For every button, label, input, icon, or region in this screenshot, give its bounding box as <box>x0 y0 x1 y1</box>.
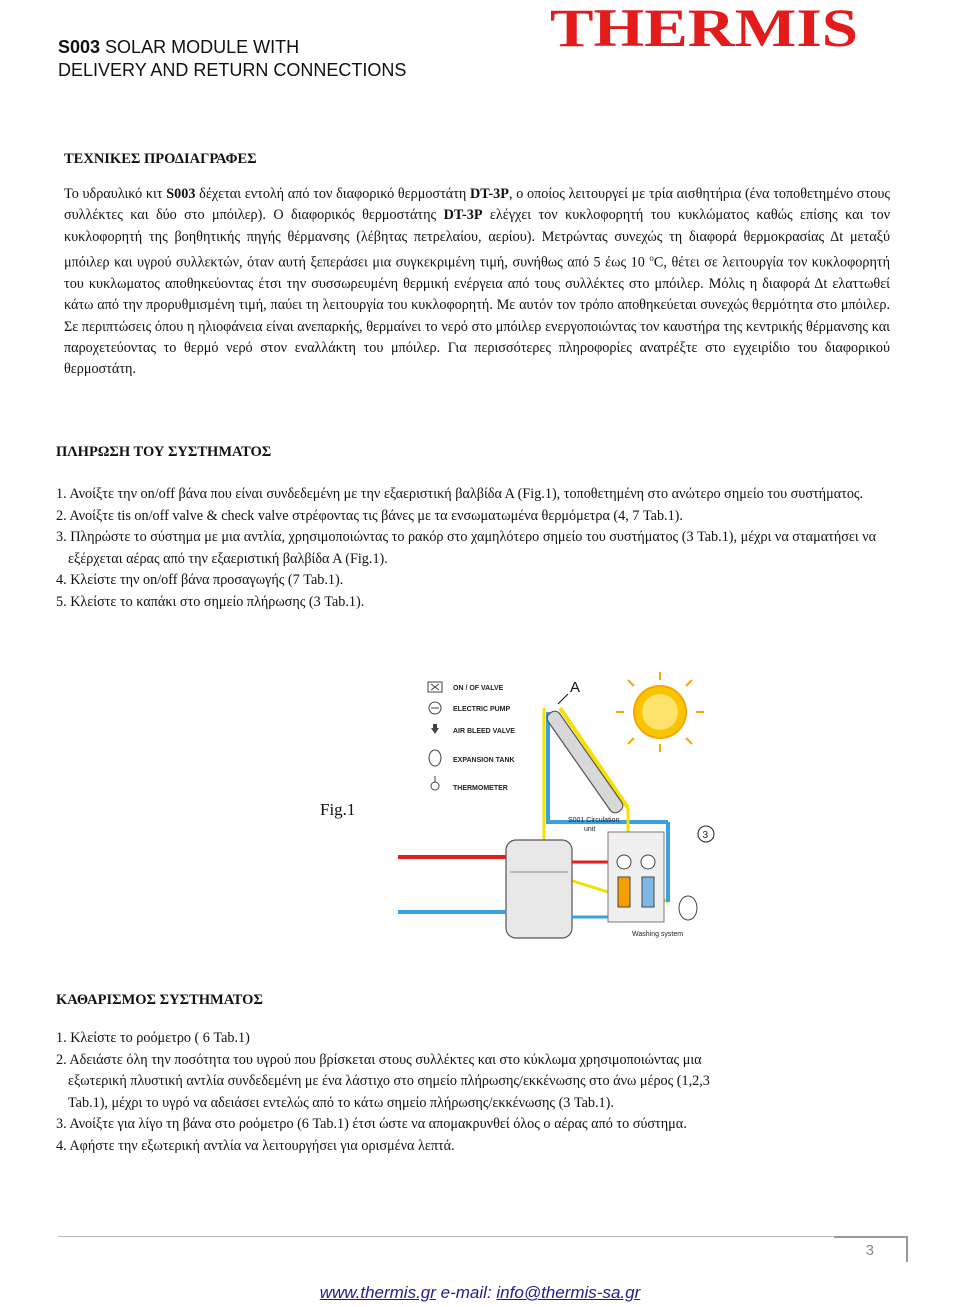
legend-item: EXPANSION TANK <box>453 757 515 764</box>
legend-item: THERMOMETER <box>453 785 508 792</box>
title-rest: SOLAR MODULE WITH <box>100 37 300 57</box>
legend-item: ON / OF VALVE <box>453 685 504 692</box>
clean-heading: ΚΑΘΑΡΙΣΜΟΣ ΣΥΣΤΗΜΑΤΟΣ <box>56 992 263 1008</box>
list-item: 1. Κλείστε το ροόμετρο ( 6 Tab.1) <box>56 1030 250 1046</box>
boiler-tank <box>506 840 572 938</box>
list-item: 1. Ανοίξτε την on/off βάνα που είναι συνδεδεμένη με την εξαεριστική βαλβίδα Α (Fig.1), τοποθετημένη στο ανώτερο σημείο του συστήματος. <box>56 486 864 502</box>
unit-label-2: unit <box>584 826 596 833</box>
email-label: e-mail: <box>440 1283 492 1302</box>
solar-system-diagram <box>398 672 728 942</box>
logo-text: THERMIS <box>550 2 858 52</box>
footer-rule <box>58 1236 834 1237</box>
fill-list <box>56 484 886 614</box>
expansion-tank <box>679 896 697 920</box>
legend-expansion-icon <box>429 750 441 766</box>
list-item: 2. Ανοίξτε tis on/off valve & check valve στρέφοντας τις βάνες με τα ενσωματωμένα θερμόμετρα (4, 7 Tab.1). <box>56 507 683 524</box>
sun-icon <box>616 672 704 752</box>
legend-air-bleed-icon <box>431 724 439 734</box>
list-item: 4. Κλείστε την on/off βάνα προσαγωγής (7 Tab.1). <box>56 572 344 589</box>
circulation-unit <box>608 832 664 922</box>
spec-heading: ΤΕΧΝΙΚΕΣ ΠΡΟΔΙΑΓΡΑΦΕΣ <box>64 151 257 167</box>
list-item: 2. Αδειάστε όλη την ποσότητα του υγρού που βρίσκεται στους συλλέκτες και στο κύκλωμα χρησιμοποιώντας μια εξωτερική πλυστική αντλία συνδεδεμένη με ένα λάστιχο στο σημείο πλήρωσης/εκκένωσης στο άνω μέρος (1,2,3 Tab.1), μέχρι το υγρό να αδειάσει εντελώς από το κάτω σημείο πλήρωσης/εκκένωσης (3 Tab.1). <box>56 1051 710 1111</box>
legend <box>428 682 515 792</box>
air-valve-marker: A <box>570 679 581 696</box>
legend-item: AIR BLEED VALVE <box>453 728 515 735</box>
product-code: S003 <box>58 37 101 57</box>
clean-list <box>56 1028 716 1158</box>
thermis-logo <box>548 2 860 52</box>
fill-heading: ΠΛΗΡΩΣΗ ΤΟΥ ΣΥΣΤΗΜΑΤΟΣ <box>56 444 272 460</box>
legend-pump-icon <box>429 702 441 714</box>
figure-label: Fig.1 <box>320 800 356 819</box>
legend-thermometer-icon <box>431 776 439 790</box>
legend-item: ELECTRIC PUMP <box>453 706 511 713</box>
list-item: 4. Αφήστε την εξωτερική αντλία να λειτουργήσει για ορισμένα λεπτά. <box>56 1137 455 1154</box>
list-item: 3. Πληρώστε το σύστημα με μια αντλία, χρησιμοποιώντας το ρακόρ στο χαμηλότερο σημείο του συστήματος (3 Tab.1), μέχρι να σταματήσει να εξέρχεται αέρας από την εξαεριστική βαλβίδα Α (Fig.1). <box>56 529 877 567</box>
website-link[interactable]: www.thermis.gr <box>319 1283 436 1302</box>
list-item: 3. Ανοίξτε για λίγο τη βάνα στο ροόμετρο (6 Tab.1) έτσι ώστε να απομακρυνθεί όλος ο αέρας από το σύστημα. <box>56 1116 687 1133</box>
footer-contact <box>0 1283 960 1303</box>
list-item: 5. Κλείστε το καπάκι στο σημείο πλήρωσης (3 Tab.1). <box>56 593 365 610</box>
legend-valve-icon <box>428 682 442 692</box>
unit-label: S001 Circulation <box>568 817 620 824</box>
page-number: 3 <box>865 1242 874 1259</box>
title-line-2: DELIVERY AND RETURN CONNECTIONS <box>58 60 407 80</box>
washing-label: Washing system <box>632 931 684 938</box>
document-title <box>58 36 406 82</box>
solar-collector <box>545 709 625 815</box>
callout-number: 3 <box>702 830 709 841</box>
spec-paragraph: Το υδραυλικό κιτ S003 δέχεται εντολή από τον διαφορικό θερμοστάτη DT-3P, ο οποίος λειτουργεί με τρία αισθητήρια (ένα τοποθετημένο στους συλλέκτες και δύο στο μπόιλερ). Ο διαφορικός θερμοστάτης DT-3P ελέγχει τον κυκλοφορητή του κυκλώματος καθώς επίσης και τον κυκλοφορητή της βοηθητικής πηγής θέρμανσης (λέβητας πετρελαίου, αερίου). Μετρώντας συνεχώς τη διαφορά θερμοκρασίας Δt μεταξύ μπόιλερ και υγρού συλλεκτών, όταν αυτή ξεπεράσει μια συγκεκριμένη τιμή, συνήθως από 5 έως 10 $^o$C, θέτει σε λειτουργία τον κυκλοφορητή του κυκλωματος αποθηκεύοντας έτσι την συσσωρευμένη θερμική ενέργεια από τους συλλέκτες στο μπόιλερ. Μόλις η διαφορά Δt ελαττωθεί κάτω από την προρυθμισμένη τιμή, παύει τη λειτουργία του κυκλοφορητή. Με αυτόν τον τρόπο αποθηκεύεται συνεχώς θερμότητα στο μπόιλερ. Σε περιπτώσεις όπου η ηλιοφάνεια είναι ανεπαρκής, θερμαίνει το νερό στο μπόιλερ ενεργοποιώντας τον καυστήρα της κεντρικής θέρμανσης και παροχετεύοντας το θερμό νερό στον εναλλάκτη του μπόιλερ. Για περισσότερες πληροφορίες ανατρέξτε στο εγχειρίδιο του διαφορικού θερμοστάτη. <box>64 186 891 378</box>
email-link[interactable]: info@thermis-sa.gr <box>496 1283 641 1302</box>
page-number-box <box>834 1236 908 1262</box>
